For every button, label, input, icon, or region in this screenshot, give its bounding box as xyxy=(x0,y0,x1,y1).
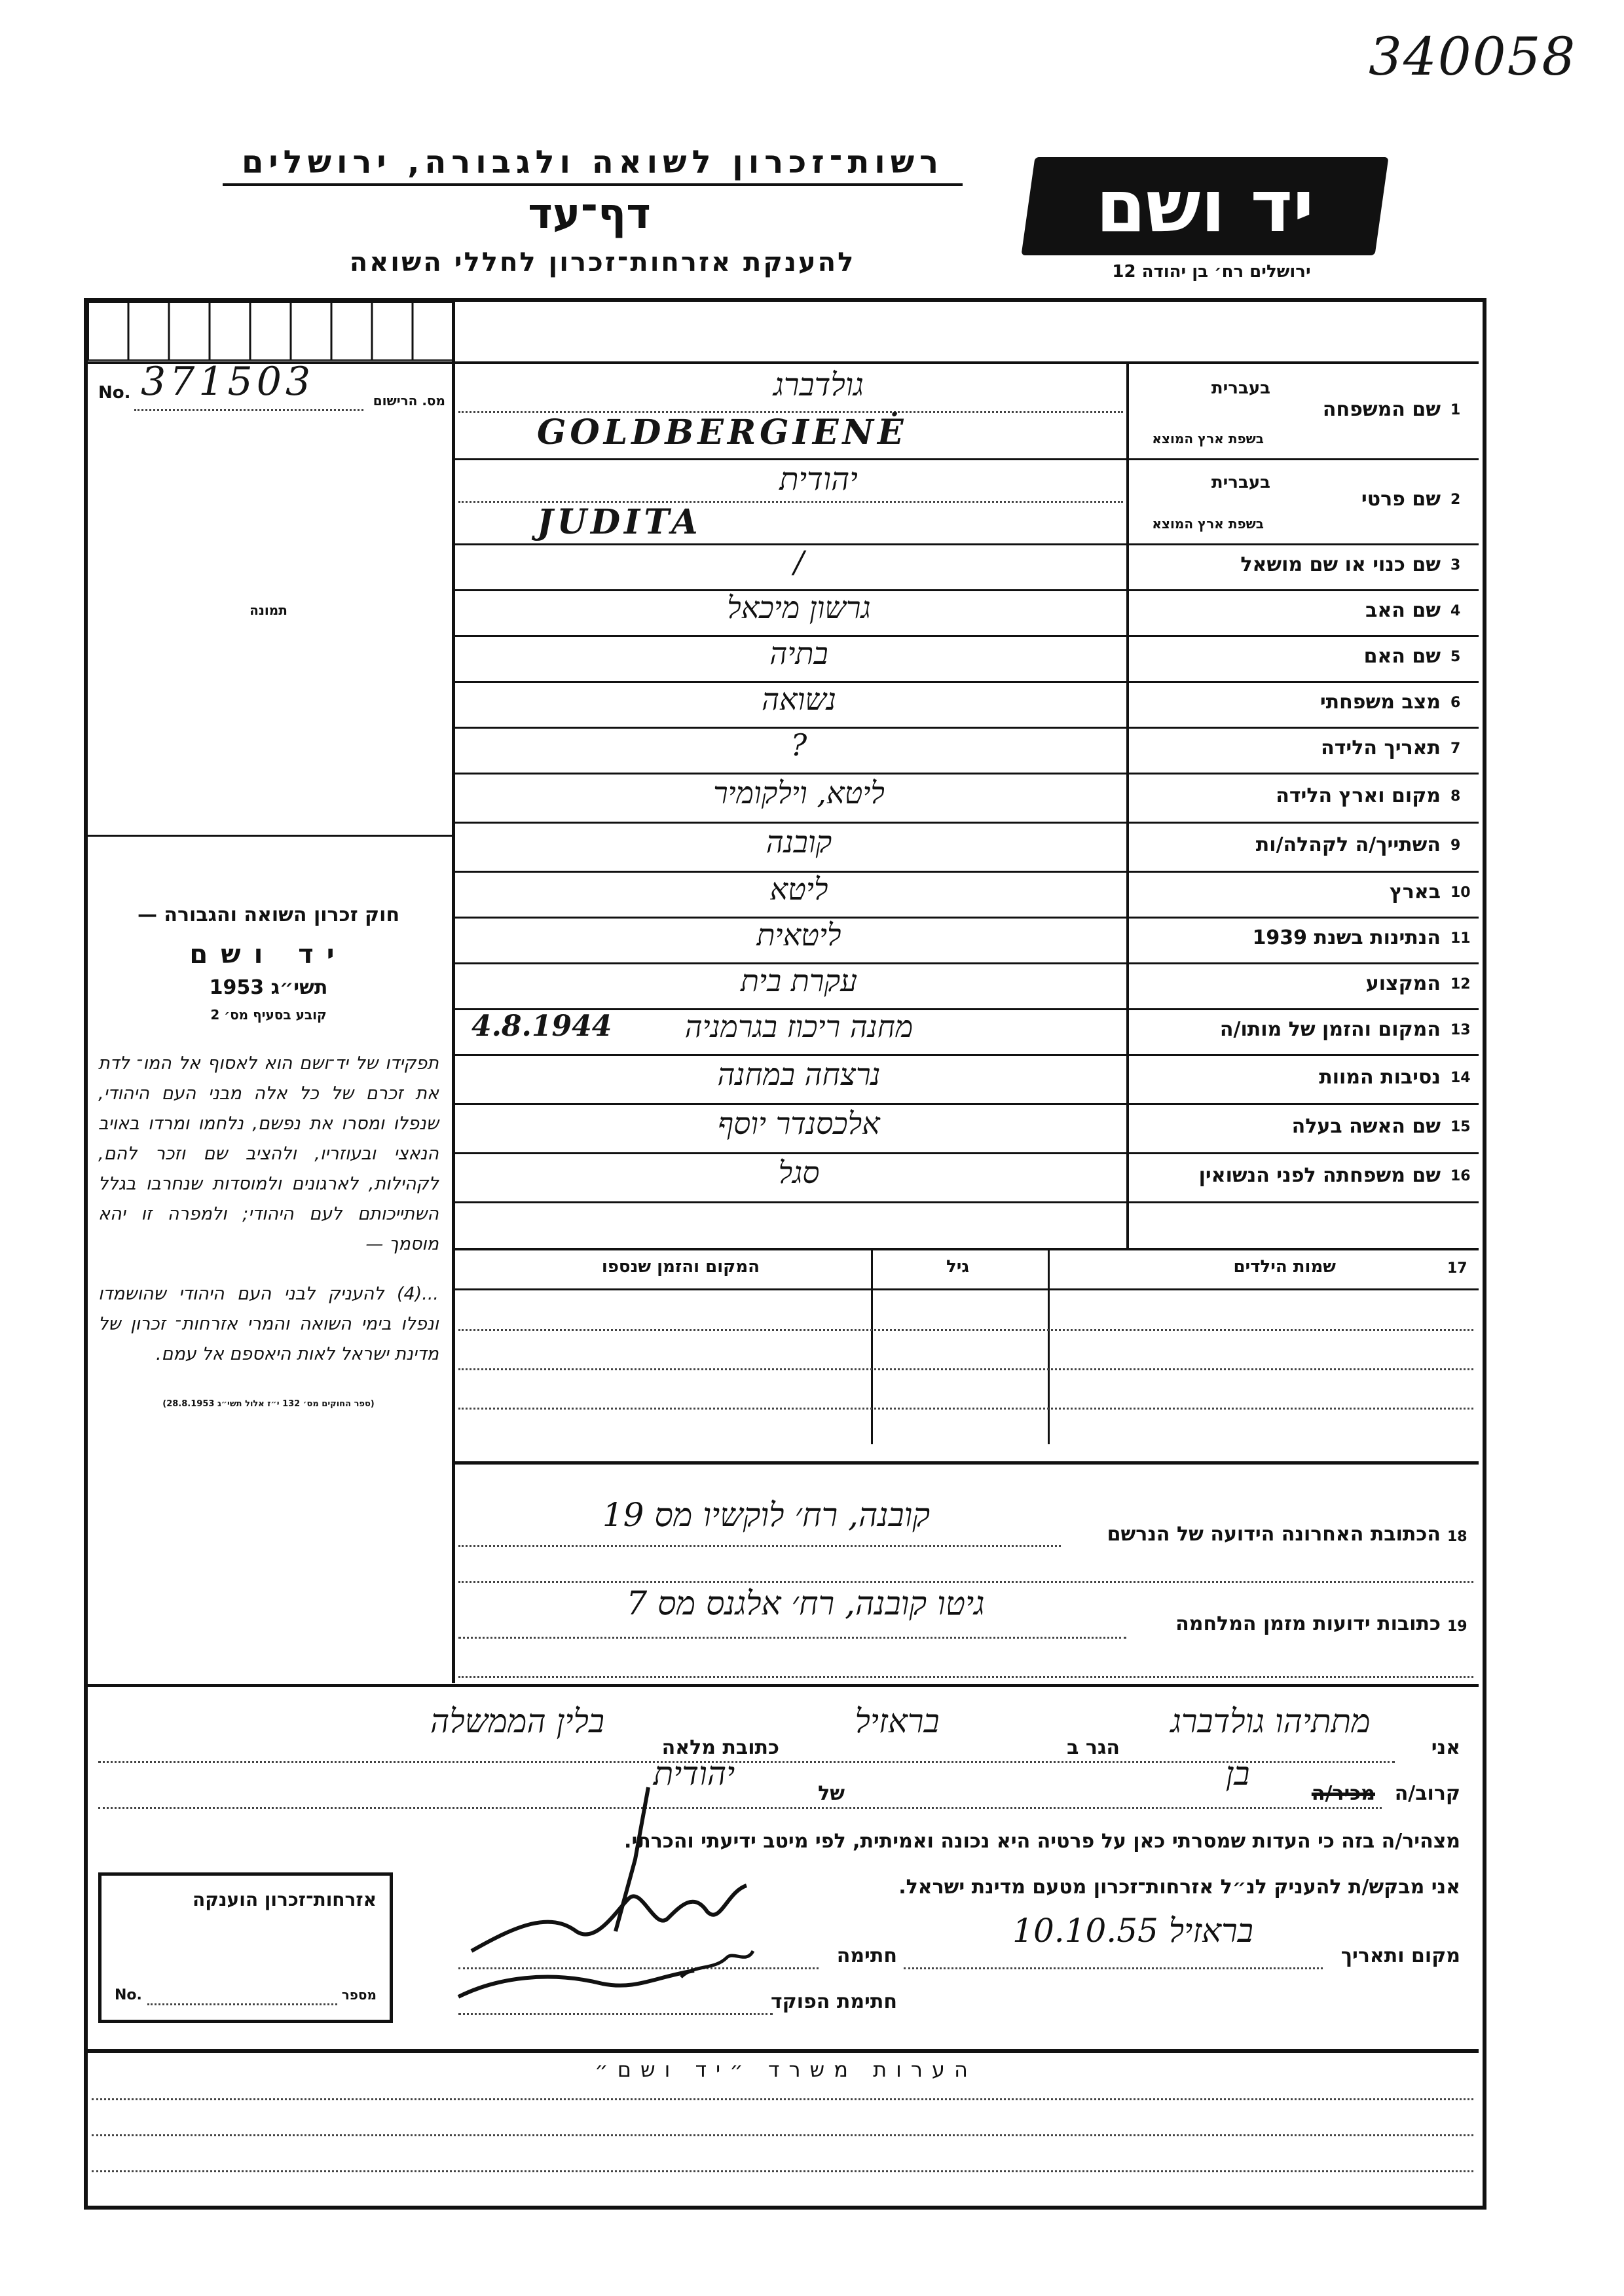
field-value: ליטא, וילקומיר xyxy=(713,774,885,811)
law-clause: קובע בסעיף מס׳ 2 xyxy=(210,1007,327,1023)
field-label: המקצוע xyxy=(1365,972,1441,995)
field-label: שם כנוי או שם מושאל xyxy=(1240,553,1441,576)
field-number: 4 xyxy=(1450,603,1461,619)
field-value: קובנה xyxy=(766,824,832,860)
field-number: 7 xyxy=(1450,740,1461,757)
children-col-names: שמות הילדים xyxy=(1233,1257,1336,1277)
field-label: בארץ xyxy=(1389,881,1441,903)
children-number: 17 xyxy=(1447,1260,1467,1277)
field-number: 10 xyxy=(1450,884,1471,901)
field-19-value: גיטו קובנה, רח׳ אלגנס מס 7 xyxy=(626,1584,985,1622)
remarks-top-rule xyxy=(88,2049,1479,2053)
field-value: סגל xyxy=(778,1154,820,1190)
signature-label: חתימה xyxy=(836,1944,897,1967)
law-title: חוק זכרון השואה והגבורה — xyxy=(137,903,400,926)
field-value: ליטאית xyxy=(756,917,841,953)
field-value: אלכסנדר יוסף xyxy=(718,1105,880,1141)
citizenship-no-label: No. xyxy=(115,1987,142,2003)
declaration-request: אני מבקש/ת להעניק לנ״ל אזרחות־זכרון מטעם מדינת ישראל. xyxy=(898,1876,1460,1899)
authority-title: רשות־זכרון לשואה ולגבורה, ירושלים xyxy=(223,144,963,186)
children-header-rule xyxy=(455,1288,1479,1290)
field-label: שם האב xyxy=(1365,599,1441,622)
commander-label: חתימת הפוקד xyxy=(771,1990,897,2013)
field-number: 8 xyxy=(1450,788,1461,805)
field-value-date: 4.8.1944 xyxy=(471,1010,612,1043)
field-label: תאריך הלידה xyxy=(1321,737,1441,759)
handwritten-signature xyxy=(419,1781,760,2016)
field-18-number: 18 xyxy=(1447,1529,1467,1545)
declarant-name: מתתיהו גולדברג xyxy=(1170,1702,1371,1740)
field-value: גולדברג xyxy=(773,367,864,403)
field-value: בתיה xyxy=(769,636,828,671)
children-dots-2 xyxy=(458,1368,1473,1370)
label-column-divider xyxy=(1126,364,1129,1248)
photo-bottom-rule xyxy=(88,835,452,837)
office-code-boxes xyxy=(88,302,454,361)
children-col-place: המקום והזמן שנספו xyxy=(601,1257,760,1277)
full-address-value: בלין הממשלה xyxy=(430,1702,604,1740)
registration-no-label: No. xyxy=(98,383,131,403)
field-number: 5 xyxy=(1450,649,1461,665)
field-label: שם האם xyxy=(1363,645,1441,668)
field-value: נשואה xyxy=(762,682,836,717)
field-number: 11 xyxy=(1450,930,1471,947)
field-sublabel-hebrew: בעברית xyxy=(1211,378,1270,398)
field-value-latin: JUDITA xyxy=(537,502,702,542)
field-label: המקום והזמן של מותו/ה xyxy=(1219,1018,1441,1041)
law-name: יד ושם xyxy=(189,939,348,970)
field-19-number: 19 xyxy=(1447,1618,1467,1635)
registration-number: 371503 xyxy=(141,359,315,405)
children-col-2 xyxy=(1048,1248,1050,1444)
remarks-dots-2 xyxy=(92,2134,1473,2136)
of-value: יהודית xyxy=(653,1755,735,1793)
declaration-statement: מצהיר/ה בזה כי העדות שמסרתי כאן על פרטיה היא נכונה ואמיתית, לפי מיטב ידיעתי והכרתי. xyxy=(624,1830,1460,1853)
field-value-latin: GOLDBERGIENĖ xyxy=(537,412,908,452)
field-number: 13 xyxy=(1450,1022,1471,1038)
logo-text: יד ושם xyxy=(1096,164,1314,248)
full-address-label: כתובת מלאה xyxy=(661,1736,779,1759)
field-row-rule xyxy=(455,458,1479,460)
field-value: גרשון מיכאל xyxy=(727,590,871,625)
declaration-resides-in: הגר ב xyxy=(1067,1736,1120,1759)
remarks-dots-3 xyxy=(92,2170,1473,2172)
field-19-dots-2 xyxy=(458,1676,1473,1678)
children-dots-1 xyxy=(458,1329,1473,1331)
place-date-value: בראזיל 10.10.55 xyxy=(1012,1912,1253,1950)
field-number: 14 xyxy=(1450,1069,1471,1086)
field-19-label: כתובות ידועות מזמן המלחמה xyxy=(1175,1613,1441,1635)
field-number: 6 xyxy=(1450,695,1461,711)
left-column-divider xyxy=(452,302,455,1683)
citizenship-box xyxy=(98,1872,393,2023)
field-18-label: הכתובת האחרונה הידועה של הנרשם xyxy=(1107,1523,1441,1546)
field-label: מצב משפחתי xyxy=(1320,691,1441,714)
field-label: מקום וארץ הלידה xyxy=(1276,784,1441,807)
field-label: שם האשה בעלה xyxy=(1291,1114,1441,1138)
field-number: 12 xyxy=(1450,976,1471,993)
field-value: ליטא xyxy=(769,871,828,907)
field-value: עקרת בית xyxy=(740,963,858,998)
place-date-dots xyxy=(904,1967,1323,1969)
children-top-rule xyxy=(455,1248,1479,1250)
law-paragraph-2: ...(4) להעניק לבני העם היהודי שהושמדו ונפלו בימי השואה והמרי אזרחות־ זכרון של מדינת ישראל לאות היאספם אל עמם. xyxy=(98,1284,439,1364)
children-dots-3 xyxy=(458,1408,1473,1410)
field-value: נרצחה במחנה xyxy=(717,1056,881,1092)
form-title: דף־עד xyxy=(528,190,651,238)
field-value: / xyxy=(794,544,804,579)
citizenship-number-label: מספר xyxy=(341,1987,377,2003)
field-18-dots-2 xyxy=(458,1581,1473,1583)
of-label: של xyxy=(818,1782,845,1805)
citizenship-number-dots xyxy=(147,2003,337,2005)
archive-number: 340058 xyxy=(1369,26,1577,87)
field-value: יהודית xyxy=(779,461,858,498)
field-label: השתייך/ה לקהלה/ות xyxy=(1255,833,1441,856)
children-col-age: גיל xyxy=(946,1257,969,1277)
field-number: 2 xyxy=(1450,492,1461,508)
place-date-label: מקום ותאריך xyxy=(1340,1944,1460,1967)
children-bottom-rule xyxy=(455,1461,1479,1465)
registration-dots xyxy=(134,409,363,411)
relation-label: קרוב/ה xyxy=(1394,1782,1460,1805)
field-number: 9 xyxy=(1450,837,1461,854)
field-number: 1 xyxy=(1450,402,1461,418)
field-label: שם משפחתה לפני הנשואין xyxy=(1198,1163,1441,1187)
children-col-1 xyxy=(871,1248,873,1444)
field-19-dots xyxy=(458,1637,1126,1639)
field-row-rule xyxy=(455,1201,1479,1203)
form-subtitle: להענקת אזרחות־זכרון לחללי השואה xyxy=(349,247,856,278)
field-label: נסיבות המוות xyxy=(1319,1065,1441,1089)
field-18-dots xyxy=(458,1545,1061,1547)
field-label: שם המשפחה xyxy=(1322,398,1441,421)
law-box xyxy=(98,903,439,1409)
photo-label: תמונה xyxy=(249,602,287,618)
field-sublabel-origin: בשפת ארץ המוצא xyxy=(1152,516,1264,532)
field-value: מחנה ריכוז בגרמניה xyxy=(684,1009,913,1044)
field-sublabel-origin: בשפת ארץ המוצא xyxy=(1152,431,1264,446)
logo-address: ירושלים רח׳ בן יהודה 12 xyxy=(1112,262,1311,282)
field-number: 3 xyxy=(1450,557,1461,574)
relation-value: בן xyxy=(1225,1755,1250,1793)
registration-label: מס. הרישום xyxy=(373,393,445,409)
law-paragraph-1: תפקידו של יד־ושם הוא לאסוף אל המו־ לדת את זכרם של כל אלה מבני העם היהודי, שנפלו ומסרו את נפשם, נלחמו ומרדו באויב הנאצי ובעוזריו, ולהציב שם וזכר להם, לקהילות, לארגונים ולמוסדות שנחרבו בגלל השתייכותם לעם היהודי; ולמפרה זו יהא מוסמך — xyxy=(98,1053,439,1254)
field-number: 16 xyxy=(1450,1167,1471,1184)
field-18-value: קובנה, רח׳ לוקשיו מס 19 xyxy=(602,1496,931,1534)
declaration-ani: אני xyxy=(1431,1736,1460,1759)
remarks-dots-1 xyxy=(92,2098,1473,2100)
declarant-city: בראזיל xyxy=(855,1702,940,1740)
citizenship-box-title: אזרחות־זכרון הוענקה xyxy=(193,1889,377,1910)
law-citation: (ספר החוקים מס׳ 132 י״ז אלול תשי״ג 28.8.1953) xyxy=(162,1399,375,1409)
law-year: תשי״ג 1953 xyxy=(209,976,328,999)
field-number: 15 xyxy=(1450,1118,1471,1135)
yad-vashem-logo xyxy=(1021,157,1388,255)
field-label: שם פרטי xyxy=(1361,488,1441,511)
field-label: הנתינות בשנת 1939 xyxy=(1252,926,1441,949)
field-sublabel-hebrew: בעברית xyxy=(1211,473,1270,492)
remarks-title: הערות משרד ״יד ושם״ xyxy=(595,2057,977,2082)
declaration-top-rule xyxy=(88,1684,1479,1687)
field-value: ? xyxy=(790,727,807,763)
relation-struck: מכיר/ה xyxy=(1311,1782,1375,1805)
